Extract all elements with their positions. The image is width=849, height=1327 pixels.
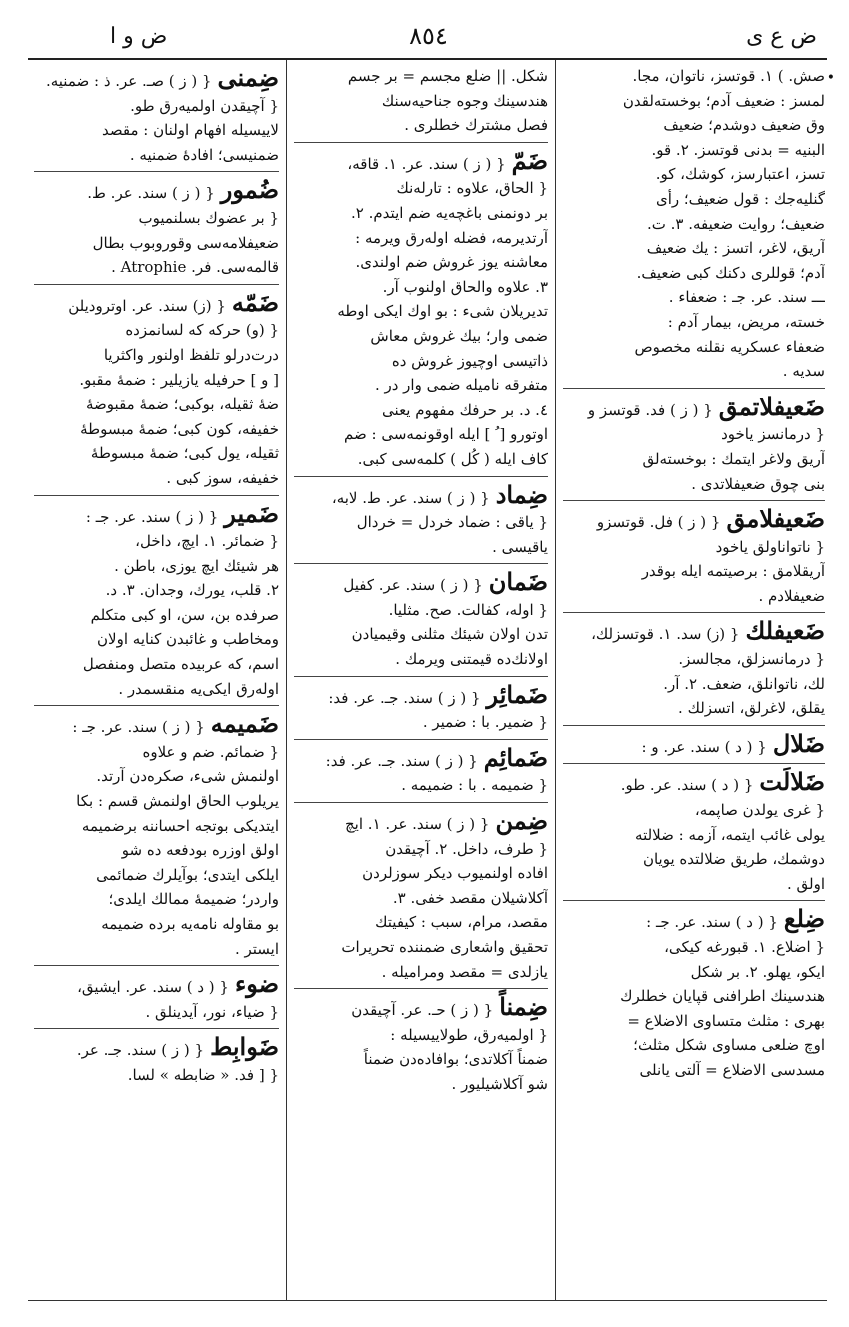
dictionary-entry [563, 763, 825, 896]
entry-headword: ضَمير [224, 498, 279, 528]
entry-headword: ضِمن [495, 806, 548, 836]
margin-mark: • [826, 70, 835, 86]
entry-text-line: { ضمير. با : ضمير . [422, 713, 548, 732]
entry-headword: ضَلالَت [759, 767, 825, 797]
footer-rule [28, 1300, 827, 1301]
entry-text-line: گنلیەجك : قول ضعيف؛ رأى [655, 189, 825, 208]
dictionary-entry [34, 64, 279, 167]
running-head-right: ض ع ى [746, 24, 817, 49]
dictionary-entry [34, 171, 279, 279]
entry-text-line: آريقلامق : برصيتمه ايله بوقدر [641, 562, 825, 581]
entry-text-line: ومخاطب و غائبدن كنايه اولان [97, 630, 279, 649]
entry-text-line: يولى غائب ايتمه، آزمه : ضلالتە [635, 825, 825, 844]
entry-text-line: { طرف، داخل. ٢. آچيقدن [385, 839, 548, 858]
entry-text-line: اوچ ضلعى مساوى شكل مثلث؛ [633, 1036, 825, 1055]
entry-text-line: { ( ز ) سند. عر. ط. لابه، [331, 488, 490, 507]
entry-text-line: { ( ز ) سند. جـ. عر. [76, 1041, 205, 1060]
entry-text-line: مقصد، مرام، سبب : كيفيتك [375, 913, 548, 932]
entry-text-line: قالمه‌سى. فر. Atrophie . [111, 258, 279, 277]
entry-text-line: { ( ز ) فد. قوتسز و [587, 400, 713, 419]
entry-text-line: ضعيف؛ روايت ضعيفه. ٣. ت. [646, 214, 825, 233]
entry-headword: ضَوابِط [210, 1032, 279, 1062]
entry-text-line: صش. ) ١. قوتسز، ناتوان، مجا. [632, 67, 825, 85]
dictionary-entry [294, 563, 548, 671]
entry-text-line: دوشمك، طريق ضلالتدە يويان [642, 850, 825, 869]
entry-text-line: { ضمائر. ١. ايچ، داخل، [135, 532, 279, 551]
dictionary-entry [34, 965, 279, 1024]
running-head-left: ض و ا [110, 24, 168, 49]
entry-text-line: { ( ز ) سند. عر. ط. [87, 184, 215, 203]
entry-headword: ضُمور [220, 175, 279, 205]
entry-text-line: صرفده بن، سن، او كبى متكلم [90, 605, 279, 624]
entry-text-line: { اوله، كفالت. صح. مثليا. [388, 600, 548, 619]
entry-headword: ضَمّ [511, 145, 548, 175]
entry-text-line: ضمى وار؛ بيك غروش معاش [370, 326, 548, 345]
entry-headword: ضَعيفلاتمق [718, 391, 825, 421]
entry-text-line: اسم، كه عربيده متصل ومنفصل [82, 655, 279, 674]
dictionary-entry [34, 705, 279, 961]
entry-text-line: { ياقى : ضماد خردل = خردال [356, 513, 548, 532]
entry-text-line: { ( ز ) حـ. عر. آچيقدن [351, 1001, 494, 1020]
entry-text-line: ٣. علاوه والحاق اولنوب آر. [382, 277, 548, 296]
entry-headword: ضَلال [772, 728, 825, 758]
entry-text-line: البنيه = بدنى قوتسز. ٢. قو. [651, 140, 825, 159]
entry-text-line: ايتديكى بوتجه احساننه برضميمه [81, 816, 279, 835]
entry-text-line: يريلوب الحاق اولنمش قسم : بكا [76, 792, 279, 811]
dictionary-entry [294, 142, 548, 472]
entry-text-line: { ضياء، نور، آيدينلق . [145, 1002, 279, 1021]
entry-text-line: { (ز) سد. ١. قوتسزلك، [591, 625, 740, 644]
entry-text-line: ضعيفلادم . [758, 586, 825, 605]
dictionary-entry [563, 900, 825, 1082]
entry-text-line: { ( ز ) سند. جـ. عر. فد: [328, 688, 481, 707]
entry-text-line: { اضلاع. ١. قبورغه كيكى، [664, 938, 825, 956]
page-number: ٨٥٤ [409, 22, 448, 50]
entry-text-line: اولنمش شىء، صكرەدن آرتد. [96, 767, 279, 786]
entry-text-line: فصل مشترك خطلرى . [404, 116, 548, 135]
entry-text-line: { [ فد. « ضابطه » لسا. [127, 1065, 279, 1084]
entry-text-line: مسدسى الاضلاع = آلتى يانلى [639, 1060, 825, 1079]
entry-text-line: { ( ز ) سند. عر. كفيل [343, 576, 483, 595]
dictionary-entry [294, 476, 548, 560]
entry-text-line: ايستر . [234, 939, 279, 958]
entry-text-line: كاف ايله ( كُل ) كلمەسى كبى. [357, 449, 548, 468]
entry-text-line: ايلكى ايتدى؛ بوآيلرك ضمائمى [96, 865, 279, 884]
entry-text-line: هندسينك وجوه جناحيەسنك [381, 91, 548, 110]
dictionary-entry [563, 500, 825, 608]
entry-text-line: { ( ز ) سند. جـ. عر. فد: [325, 751, 478, 770]
entry-text-line: آريق ولاغر ايتمك : بوخستەلق [642, 449, 825, 468]
entry-headword: ضوء [234, 969, 279, 999]
entry-headword: ضِمناً [499, 992, 548, 1022]
entry-text-line: { ضميمه . با : ضميمه . [401, 776, 548, 795]
entry-text-line: ضۀ ثقيله، بوكبى؛ ضمۀ مقبوضۀ [86, 395, 279, 414]
entry-text-line: اولق اوزره بودفعه ده شو [121, 841, 279, 860]
entry-text-line: اولق . [786, 874, 825, 893]
column-right [563, 64, 825, 1294]
entry-text-line: شو آكلاشيليور . [451, 1074, 548, 1093]
entry-text-line: تحقيق واشعارى ضمننده تحريرات [341, 938, 548, 956]
entry-text-line: يقلق، لاغرلق، اتسزلك . [678, 699, 825, 718]
entry-text-line: [ و ] حرفيله يازيلير : ضمۀ مقبو. [79, 370, 279, 389]
entry-text-line: ذاتيسى اوچيوز غروش ده [391, 351, 548, 370]
entry-text-line: شكل. || ضلع مجسم = بر جسم [347, 67, 548, 85]
entry-text-line: بر دونمنى باغچه‌يه ضم ايتدم. ٢. [351, 203, 548, 222]
entry-text-line: ضعيفلامه‌سى وقوروبوب بطال [92, 233, 279, 252]
entry-text-line: { اولميەرق، طولاييسيله : [390, 1025, 548, 1044]
dictionary-entry [294, 676, 548, 735]
entry-text-line: ايكو، يهلو. ٢. بر شكل [690, 962, 825, 981]
entry-text-line: لمسز : ضعيف آدم؛ بوخستەلقدن [622, 91, 825, 110]
entry-text-line: خستە، مريض، بيمار آدم : [667, 312, 825, 331]
entry-text-line: درت‌درلو تلفظ اولنور واكثريا [103, 345, 279, 364]
entry-headword: ضِماد [495, 479, 548, 509]
entry-text-line: خفيفه، كون كبى؛ ضمۀ مبسوطۀ [80, 419, 279, 438]
entry-headword: ضَمان [488, 567, 548, 597]
entry-headword: ضَميمه [210, 709, 279, 739]
entry-text-line: { ( ز ) سند. عر. جـ : [85, 507, 219, 526]
entry-text-line: متفرقه ناميله ضمى وار در . [374, 376, 548, 395]
entry-text-line: هندسينك اطرافنى قپايان خطلرك [620, 987, 825, 1006]
entry-text-line: { بر عضوك بسلنميوب [138, 208, 279, 227]
entry-text-line: { ( ز ) سند. عر. ١. ايچ [345, 815, 490, 834]
entry-text-line: ٢. قلب، يورك، وجدان. ٣. د. [105, 581, 279, 600]
entry-text-line: { ( ز ) صـ. عر. ذ : ضمنيه. [45, 72, 212, 90]
entry-text-line: ضمنيسى؛ افادۀ ضمنيه . [129, 145, 279, 164]
entry-headword: ضَمائِم [483, 742, 548, 772]
entry-text-line: { ( د ) سند. عر. ايشيق، [77, 978, 229, 997]
entry-text-line: اوتورو [ ُ ] ايله اوقونمه‌سى : ضم [344, 425, 548, 444]
entry-headword: ضِمنى [217, 64, 279, 92]
entry-headword: ضِلع [783, 904, 825, 934]
entry-text-line: وق ضعيف دوشدم؛ ضعيف [663, 116, 825, 135]
column-divider-right [555, 60, 556, 1300]
entry-text-line: تدن اولان شيئك مثلنى وقيميادن [351, 625, 548, 644]
entry-text-line: { (ز) سند. عر. اوتروديلن [68, 296, 226, 315]
entry-text-line: { ( د ) سند. عر. طو. [620, 776, 754, 795]
dictionary-entry [294, 739, 548, 798]
dictionary-entry [563, 388, 825, 496]
entry-text-line: { غرى يولدن صاپمه، [694, 801, 825, 820]
entry-text-line: اولانك‌ده قيمتنى ويرمك . [395, 650, 548, 669]
dictionary-entry [34, 284, 279, 491]
entry-text-line: { درمانسزلق، مجالسز. [678, 650, 825, 669]
dictionary-entry [294, 802, 548, 984]
page-header [30, 18, 827, 58]
entry-text-line: بو مقاوله نامه‌يه برده ضميمه [101, 915, 279, 933]
dictionary-entry [294, 64, 548, 138]
entry-text-line: { ناتواناولق ياخود [715, 537, 825, 556]
column-divider-left [286, 60, 287, 1300]
entry-headword: ضَمّه [231, 287, 279, 317]
dictionary-entry [563, 64, 825, 384]
entry-text-line: ياقيسى . [492, 537, 548, 556]
header-rule [28, 58, 827, 60]
entry-text-line: { درمانسز ياخود [721, 425, 825, 444]
entry-text-line: اولەرق ايكى‌يه منقسمدر . [118, 679, 279, 698]
entry-text-line: بنى چوق ضعيفلاتدى . [691, 474, 825, 493]
column-left [34, 64, 279, 1294]
entry-text-line: ضعفاء عسكريە نقلنە مخصوص [634, 337, 825, 356]
entry-text-line: معاشنه يوز غروش ضم اولندى. [355, 253, 548, 272]
entry-text-line: { ضمائم. ضم و علاوه [142, 742, 279, 761]
entry-text-line: ثقيله، يول كبى؛ ضمۀ مبسوطۀ [90, 444, 279, 463]
entry-text-line: يازلدى = مقصد ومراميله . [381, 962, 548, 981]
entry-text-line: { ( ز ) سند. عر. ١. قاقه، [347, 154, 506, 173]
entry-text-line: آريق، لاغر، اتسز : يك ضعيف [646, 239, 825, 258]
entry-text-line: هر شيئك ايچ يوزى، باطن . [114, 556, 279, 575]
entry-text-line: بهرى : مثلث متساوى الاضلاع = [627, 1011, 825, 1030]
entry-headword: ضَمائِر [486, 679, 548, 709]
entry-text-line: آرتديرمه، فضله اولەرق ويرمه : [355, 228, 548, 247]
entry-text-line: تديريلان شىء : بو اوك ايكى اوطه [337, 302, 548, 321]
entry-text-line: خفيفه، سوز كبى . [166, 468, 279, 487]
dictionary-entry [34, 495, 279, 702]
entry-text-line: واردر؛ ضميمۀ ممالك ايلدى؛ [108, 890, 279, 909]
entry-text-line: افاده اولنميوب ديكر سوزلردن [362, 864, 548, 883]
entry-text-line: لك، ناتوانلق، ضعف. ٢. آر. [663, 674, 825, 693]
dictionary-entry [294, 988, 548, 1096]
entry-text-line: { آچيقدن اولميەرق طو. [130, 96, 279, 115]
entry-text-line: { الحاق، علاوه : تارلەنك [396, 179, 548, 198]
column-middle [294, 64, 548, 1294]
entry-text-line: سديە . [782, 362, 825, 381]
entry-text-line: { ( ز ) فل. قوتسزو [596, 513, 721, 532]
entry-text-line: ـــ سند. عر. جـ : ضعفاء . [668, 288, 825, 307]
entry-text-line: آكلاشيلان مقصد خفى. ٣. [392, 888, 548, 907]
entry-text-line: لاييسيله افهام اولنان : مقصد [101, 121, 279, 140]
entry-headword: ضَعيفلك [745, 616, 825, 646]
entry-text-line: ضمناً آكلاتدى؛ بوافادەدن ضمناً [363, 1050, 548, 1069]
entry-text-line: { ( ز ) سند. عر. جـ : [72, 718, 205, 737]
dictionary-entry [34, 1028, 279, 1087]
entry-text-line: ٤. د. بر حرفك مفهوم يعنى [382, 400, 548, 419]
entry-text-line: { ( د ) سند. عر. و : [641, 737, 767, 756]
entry-text-line: تسز، اعتبارسز، كوشك، كو. [655, 165, 825, 184]
entry-text-line: آدم؛ قوللرى دكنك كبى ضعيف. [636, 263, 825, 282]
entry-headword: ضَعيفلامق [726, 504, 825, 534]
dictionary-entry [563, 612, 825, 720]
entry-text-line: { ( د ) سند. عر. جـ : [646, 913, 778, 932]
dictionary-entry [563, 725, 825, 760]
entry-text-line: { (و) حركه كه لسانمزده [125, 321, 279, 340]
